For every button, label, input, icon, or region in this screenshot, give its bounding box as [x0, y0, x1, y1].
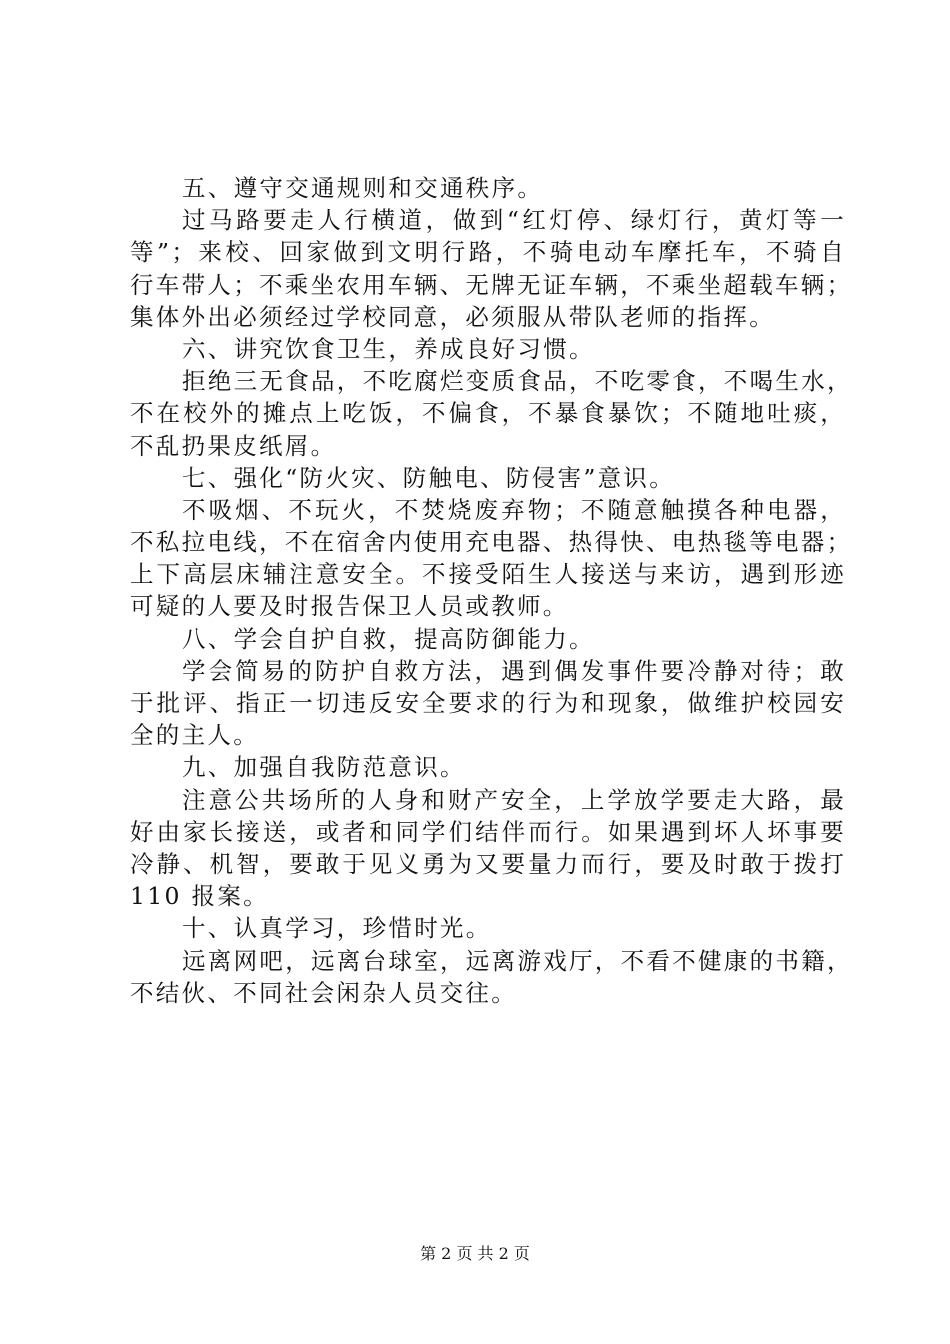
text-line: 于批评、指正一切违反安全要求的行为和现象，做维护校园安 — [130, 689, 846, 717]
document-body — [130, 172, 853, 1009]
body-paragraph — [130, 494, 853, 623]
text-line: 等”；来校、回家做到文明行路，不骑电动车摩托车，不骑自 — [130, 238, 846, 267]
section-heading — [130, 623, 846, 655]
text-line: 110 报案。 — [130, 882, 269, 911]
body-paragraph — [130, 365, 853, 462]
section-heading — [130, 751, 846, 783]
text-line: 不结伙、不同社会闲杂人员交往。 — [130, 978, 517, 1007]
text-line: 上下高层床辅注意安全。不接受陌生人接送与来访，遇到形迹 — [130, 560, 846, 589]
section-heading — [130, 462, 846, 494]
text-line: 学会简易的防护自救方法，遇到偶发事件要冷静对待；敢 — [182, 656, 846, 685]
text-line: 行车带人；不乘坐农用车辆、无牌无证车辆，不乘坐超载车辆； — [130, 270, 853, 299]
text-line: 可疑的人要及时报告保卫人员或教师。 — [130, 592, 569, 621]
text-line: 七、强化“防火灾、防触电、防侵害”意识。 — [182, 463, 676, 492]
text-line: 全的主人。 — [130, 721, 259, 750]
text-line: 集体外出必须经过学校同意，必须服从带队老师的指挥。 — [130, 302, 775, 331]
text-line: 不私拉电线，不在宿舍内使用充电器、热得快、电热毯等电器； — [130, 528, 853, 557]
text-line: 不在校外的摊点上吃饭，不偏食，不暴食暴饮；不随地吐痰， — [130, 399, 846, 428]
text-line: 不吸烟、不玩火，不焚烧废弃物；不随意触摸各种电器， — [182, 495, 846, 524]
text-line: 八、学会自护自救，提高防御能力。 — [182, 624, 595, 653]
page-footer: 第 2 页 共 2 页 — [420, 1244, 530, 1263]
body-paragraph — [130, 655, 846, 752]
text-line: 远离网吧，远离台球室，远离游戏厅，不看不健康的书籍， — [182, 946, 853, 975]
text-line: 九、加强自我防范意识。 — [182, 753, 466, 782]
text-line: 冷静、机智，要敢于见义勇为又要量力而行，要及时敢于拨打 — [130, 849, 846, 878]
body-paragraph — [130, 945, 853, 1009]
text-line: 十、认真学习，珍惜时光。 — [182, 914, 492, 943]
text-line: 不乱扔果皮纸屑。 — [130, 431, 337, 460]
text-line: 过马路要走人行横道，做到“红灯停、绿灯行，黄灯等一 — [182, 206, 846, 235]
text-line: 六、讲究饮食卫生，养成良好习惯。 — [182, 334, 595, 363]
text-line: 好由家长接送，或者和同学们结伴而行。如果遇到坏人坏事要 — [130, 817, 846, 846]
text-line: 注意公共场所的人身和财产安全，上学放学要走大路，最 — [182, 785, 846, 814]
section-heading — [130, 912, 846, 944]
text-line: 五、遵守交通规则和交通秩序。 — [182, 174, 544, 202]
section-heading — [130, 172, 846, 204]
body-paragraph — [130, 204, 853, 333]
section-heading — [130, 333, 846, 365]
text-line: 拒绝三无食品，不吃腐烂变质食品，不吃零食，不喝生水， — [182, 367, 853, 396]
body-paragraph — [130, 784, 846, 913]
